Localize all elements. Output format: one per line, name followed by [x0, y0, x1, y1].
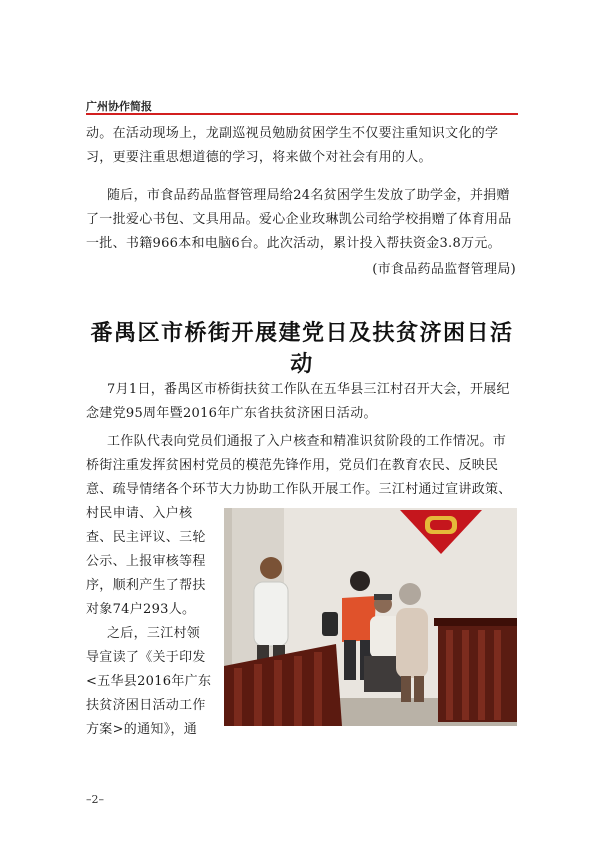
- text-line: 工作队代表向党员们通报了入户核查和精准识贫阶段的工作情况。市: [107, 434, 507, 449]
- text-line: 方案>的通知》，通: [86, 722, 198, 737]
- article1-para1: [86, 122, 498, 170]
- text-line: 扶贫济困日活动工作: [86, 698, 206, 713]
- text-line: 念建党95周年暨2016年广东省扶贫济困日活动。: [86, 406, 377, 421]
- text-line: 桥街注重发挥贫困村党员的模范先锋作用，党员们在教育农民、反映民: [86, 458, 499, 473]
- text-line: 意、疏导情绪各个环节大力协助工作队开展工作。三江村通过宣讲政策、: [86, 482, 512, 497]
- article2-para1: [86, 378, 510, 426]
- text-line: 对象74户293人。: [86, 602, 196, 617]
- wooden-chair-back: [434, 618, 517, 722]
- article1-source: (市食品药品监督管理局): [372, 262, 516, 277]
- text-line: 7月1日，番禺区市桥街扶贫工作队在五华县三江村召开大会，开展纪: [107, 382, 510, 397]
- text-line: 之后，三江村领: [107, 626, 201, 641]
- article1-para2: [86, 184, 512, 256]
- header-divider: [86, 113, 518, 115]
- article2-para2-wrap: [86, 502, 206, 622]
- running-header: 广州协作简报: [86, 100, 152, 113]
- article2-para2: [86, 430, 512, 502]
- text-line: 序，顺利产生了帮扶: [86, 578, 206, 593]
- text-line: 公示、上报审核等程: [86, 554, 206, 569]
- event-photo: [224, 508, 517, 726]
- text-line: 习，更要注重思想道德的学习，将来做个对社会有用的人。: [86, 150, 432, 165]
- text-line: 村民申请、入户核: [86, 506, 193, 521]
- article2-title: 番禺区市桥街开展建党日及扶贫济困日活动: [90, 320, 514, 377]
- text-line: 随后，市食品药品监督管理局给24名贫困学生发放了助学金，并捐赠: [107, 188, 510, 203]
- text-line: 了一批爱心书包、文具用品。爱心企业玫琳凯公司给学校捐赠了体育用品: [86, 212, 512, 227]
- text-line: 一批、书籍966本和电脑6台。此次活动，累计投入帮扶资金3.8万元。: [86, 236, 501, 251]
- text-line: <五华县2016年广东: [86, 674, 212, 689]
- article2-para3-wrap: [86, 622, 211, 742]
- text-line: 查、民主评议、三轮: [86, 530, 206, 545]
- page-number: –2–: [86, 793, 104, 806]
- text-line: 动。在活动现场上，龙副巡视员勉励贫困学生不仅要注重知识文化的学: [86, 126, 499, 141]
- photo-illustration: [224, 508, 517, 726]
- text-line: 导宣读了《关于印发: [86, 650, 206, 665]
